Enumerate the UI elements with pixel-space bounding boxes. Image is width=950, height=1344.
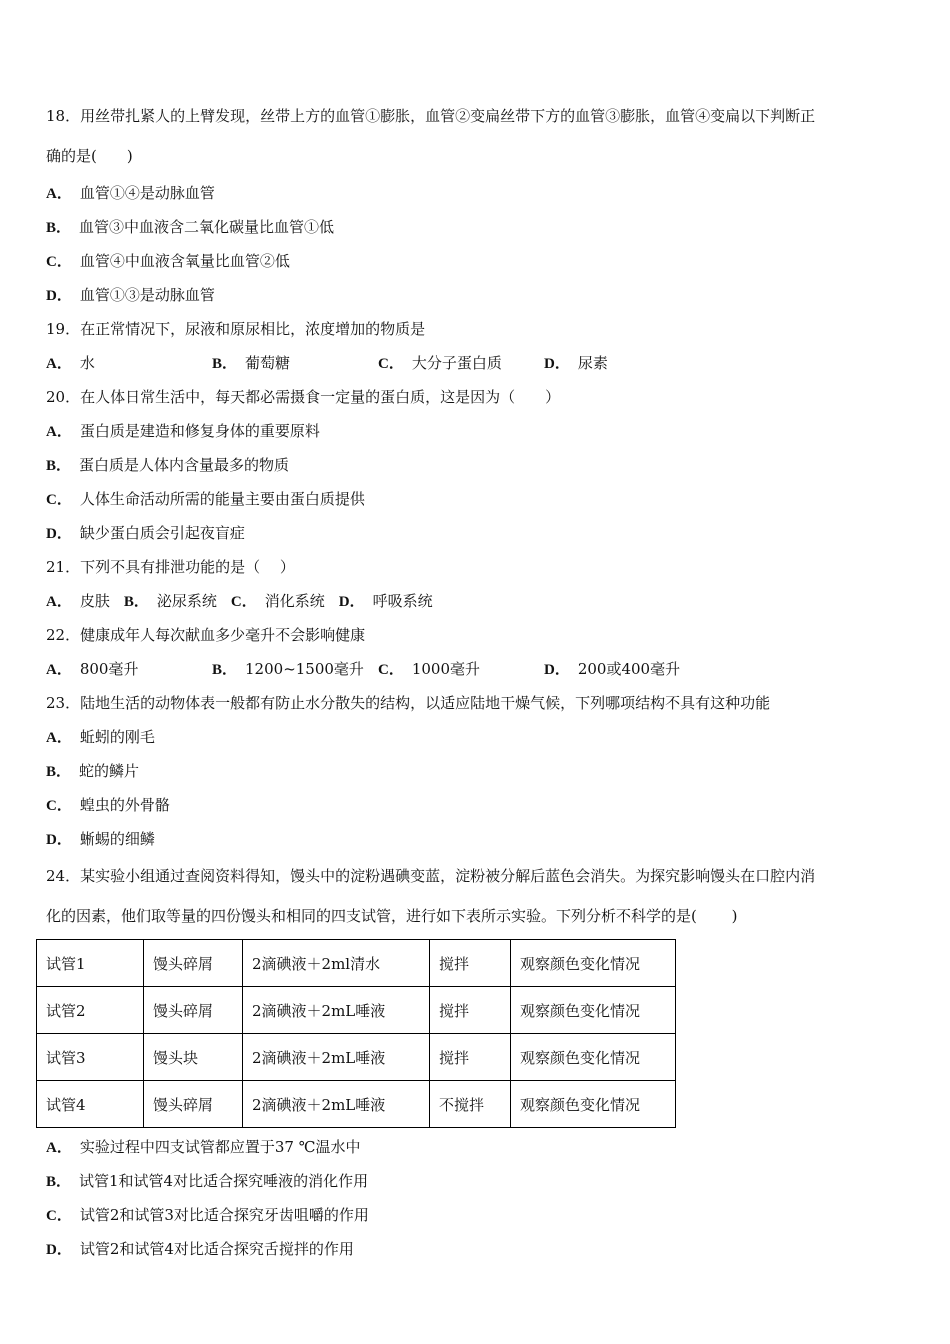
question-23-option-b[interactable] <box>46 754 906 788</box>
question-22 <box>46 618 906 686</box>
option-label: A． <box>46 730 72 746</box>
option-label: A． <box>46 186 72 202</box>
question-21-option-b[interactable] <box>124 584 217 618</box>
option-label: B． <box>46 220 72 236</box>
option-label: C． <box>230 594 257 610</box>
table-row <box>37 1034 676 1081</box>
question-20-option-c[interactable] <box>46 482 906 516</box>
option-label: C． <box>46 1208 72 1224</box>
table-cell: 搅拌 <box>430 987 511 1034</box>
question-20-option-b[interactable] <box>46 448 906 482</box>
question-23-option-d[interactable] <box>46 822 906 856</box>
option-text: 蜥蜴的细鳞 <box>79 830 155 848</box>
question-19-stem: 19．在正常情况下，尿液和原尿相比，浓度增加的物质是 <box>46 320 426 338</box>
option-label: B． <box>46 764 72 780</box>
option-label: B． <box>123 594 149 610</box>
option-text: 皮肤 <box>79 592 110 610</box>
option-label: C． <box>378 356 404 372</box>
option-label: A． <box>46 424 72 440</box>
question-23-option-c[interactable] <box>46 788 906 822</box>
option-text: 血管①③是动脉血管 <box>79 286 215 304</box>
question-19-option-a[interactable] <box>46 346 212 380</box>
option-label: C． <box>46 492 72 508</box>
question-19-option-c[interactable] <box>378 346 544 380</box>
question-22-option-c[interactable] <box>378 652 544 686</box>
option-text: 缺少蛋白质会引起夜盲症 <box>79 524 245 542</box>
question-24 <box>46 856 906 1266</box>
option-text: 200或400毫升 <box>577 660 681 678</box>
option-text: 蛋白质是人体内含量最多的物质 <box>79 456 290 474</box>
question-21 <box>46 550 906 618</box>
question-23-option-a[interactable] <box>46 720 906 754</box>
table-cell: 试管1 <box>37 940 144 987</box>
table-cell: 观察颜色变化情况 <box>511 987 676 1034</box>
table-cell: 馒头块 <box>144 1034 243 1081</box>
option-label: C． <box>378 662 404 678</box>
experiment-table <box>36 939 676 1128</box>
option-text: 葡萄糖 <box>245 354 291 372</box>
option-label: D． <box>46 526 72 542</box>
table-cell: 馒头碎屑 <box>144 940 243 987</box>
option-text: 蚯蚓的刚毛 <box>79 728 155 746</box>
table-cell: 试管2 <box>37 987 144 1034</box>
question-24-option-a[interactable] <box>46 1130 906 1164</box>
question-24-stem-line1: 24．某实验小组通过查阅资料得知，馒头中的淀粉遇碘变蓝，淀粉被分解后蓝色会消失。为探究影响馒头在口腔内消 <box>46 867 816 885</box>
option-label: B． <box>46 1174 72 1190</box>
option-text: 水 <box>79 354 95 372</box>
question-18 <box>46 96 906 312</box>
table-cell: 观察颜色变化情况 <box>511 1081 676 1128</box>
table-cell: 试管4 <box>37 1081 144 1128</box>
option-text: 1200~1500毫升 <box>245 660 364 678</box>
question-23-stem: 23．陆地生活的动物体表一般都有防止水分散失的结构，以适应陆地干燥气候，下列哪项结构不具有这种功能 <box>46 694 771 712</box>
option-label: D． <box>544 662 570 678</box>
exam-page <box>46 96 906 1266</box>
option-text: 血管④中血液含氧量比血管②低 <box>79 252 290 270</box>
question-23 <box>46 686 906 856</box>
table-cell: 不搅拌 <box>430 1081 511 1128</box>
option-text: 泌尿系统 <box>156 592 217 610</box>
option-label: A． <box>46 594 72 610</box>
option-text: 试管2和试管3对比适合探究牙齿咀嚼的作用 <box>79 1206 369 1224</box>
option-label: A． <box>46 356 72 372</box>
question-22-option-d[interactable] <box>544 652 710 686</box>
option-text: 蝗虫的外骨骼 <box>79 796 170 814</box>
question-21-option-d[interactable] <box>339 584 433 618</box>
table-cell: 搅拌 <box>430 940 511 987</box>
question-22-option-b[interactable] <box>212 652 378 686</box>
question-18-option-a[interactable] <box>46 176 906 210</box>
option-text: 蛋白质是建造和修复身体的重要原料 <box>79 422 320 440</box>
option-label: C． <box>46 254 72 270</box>
question-18-option-c[interactable] <box>46 244 906 278</box>
table-cell: 2滴碘液＋2mL唾液 <box>243 1081 430 1128</box>
option-text: 试管1和试管4对比适合探究唾液的消化作用 <box>79 1172 369 1190</box>
question-24-option-c[interactable] <box>46 1198 906 1232</box>
question-20-stem: 20．在人体日常生活中，每天都必需摄食一定量的蛋白质，这是因为（ ） <box>46 388 561 406</box>
question-18-option-d[interactable] <box>46 278 906 312</box>
option-label: C． <box>46 798 72 814</box>
option-label: D． <box>544 356 570 372</box>
question-20-option-a[interactable] <box>46 414 906 448</box>
option-text: 消化系统 <box>264 592 325 610</box>
question-19-option-d[interactable] <box>544 346 710 380</box>
question-18-option-b[interactable] <box>46 210 906 244</box>
question-21-options <box>46 584 906 618</box>
table-cell: 观察颜色变化情况 <box>511 1034 676 1081</box>
table-cell: 2滴碘液＋2mL唾液 <box>243 987 430 1034</box>
option-label: D． <box>46 288 72 304</box>
option-label: B． <box>46 458 72 474</box>
table-row <box>37 1081 676 1128</box>
option-text: 1000毫升 <box>411 660 481 678</box>
table-cell: 馒头碎屑 <box>144 1081 243 1128</box>
option-label: A． <box>46 662 72 678</box>
question-24-stem-line2: 化的因素，他们取等量的四份馒头和相同的四支试管，进行如下表所示实验。下列分析不科学的是( ) <box>46 907 738 925</box>
option-text: 人体生命活动所需的能量主要由蛋白质提供 <box>79 490 365 508</box>
question-18-stem-line2: 确的是( ) <box>46 147 133 165</box>
option-text: 蛇的鳞片 <box>79 762 140 780</box>
question-22-stem: 22．健康成年人每次献血多少毫升不会影响健康 <box>46 626 366 644</box>
table-cell: 观察颜色变化情况 <box>511 940 676 987</box>
option-label: D． <box>46 832 72 848</box>
option-label: D． <box>46 1242 72 1258</box>
option-label: B． <box>212 356 238 372</box>
option-text: 大分子蛋白质 <box>411 354 502 372</box>
option-label: D． <box>338 594 365 610</box>
table-cell: 试管3 <box>37 1034 144 1081</box>
question-21-stem: 21．下列不具有排泄功能的是（ ） <box>46 558 295 576</box>
question-19-option-b[interactable] <box>212 346 378 380</box>
option-text: 尿素 <box>577 354 608 372</box>
question-22-options <box>46 652 906 686</box>
question-19-options <box>46 346 906 380</box>
question-18-stem-line1: 18．用丝带扎紧人的上臂发现，丝带上方的血管①膨胀，血管②变扁丝带下方的血管③膨胀，血管④变扁以下判断正 <box>46 107 816 125</box>
table-cell: 2滴碘液＋2mL唾液 <box>243 1034 430 1081</box>
question-20-option-d[interactable] <box>46 516 906 550</box>
table-cell: 搅拌 <box>430 1034 511 1081</box>
table-cell: 馒头碎屑 <box>144 987 243 1034</box>
option-text: 实验过程中四支试管都应置于37 ℃温水中 <box>79 1138 361 1156</box>
table-row <box>37 940 676 987</box>
option-text: 血管①④是动脉血管 <box>79 184 215 202</box>
question-22-option-a[interactable] <box>46 652 212 686</box>
option-text: 呼吸系统 <box>372 592 433 610</box>
option-label: B． <box>212 662 238 678</box>
question-19 <box>46 312 906 380</box>
question-21-option-a[interactable] <box>46 584 110 618</box>
option-text: 试管2和试管4对比适合探究舌搅拌的作用 <box>79 1240 354 1258</box>
question-21-option-c[interactable] <box>231 584 325 618</box>
option-label: A． <box>46 1140 72 1156</box>
option-text: 800毫升 <box>79 660 139 678</box>
question-24-option-d[interactable] <box>46 1232 906 1266</box>
option-text: 血管③中血液含二氧化碳量比血管①低 <box>79 218 335 236</box>
table-cell: 2滴碘液＋2ml清水 <box>243 940 430 987</box>
table-row <box>37 987 676 1034</box>
question-20 <box>46 380 906 550</box>
question-24-option-b[interactable] <box>46 1164 906 1198</box>
